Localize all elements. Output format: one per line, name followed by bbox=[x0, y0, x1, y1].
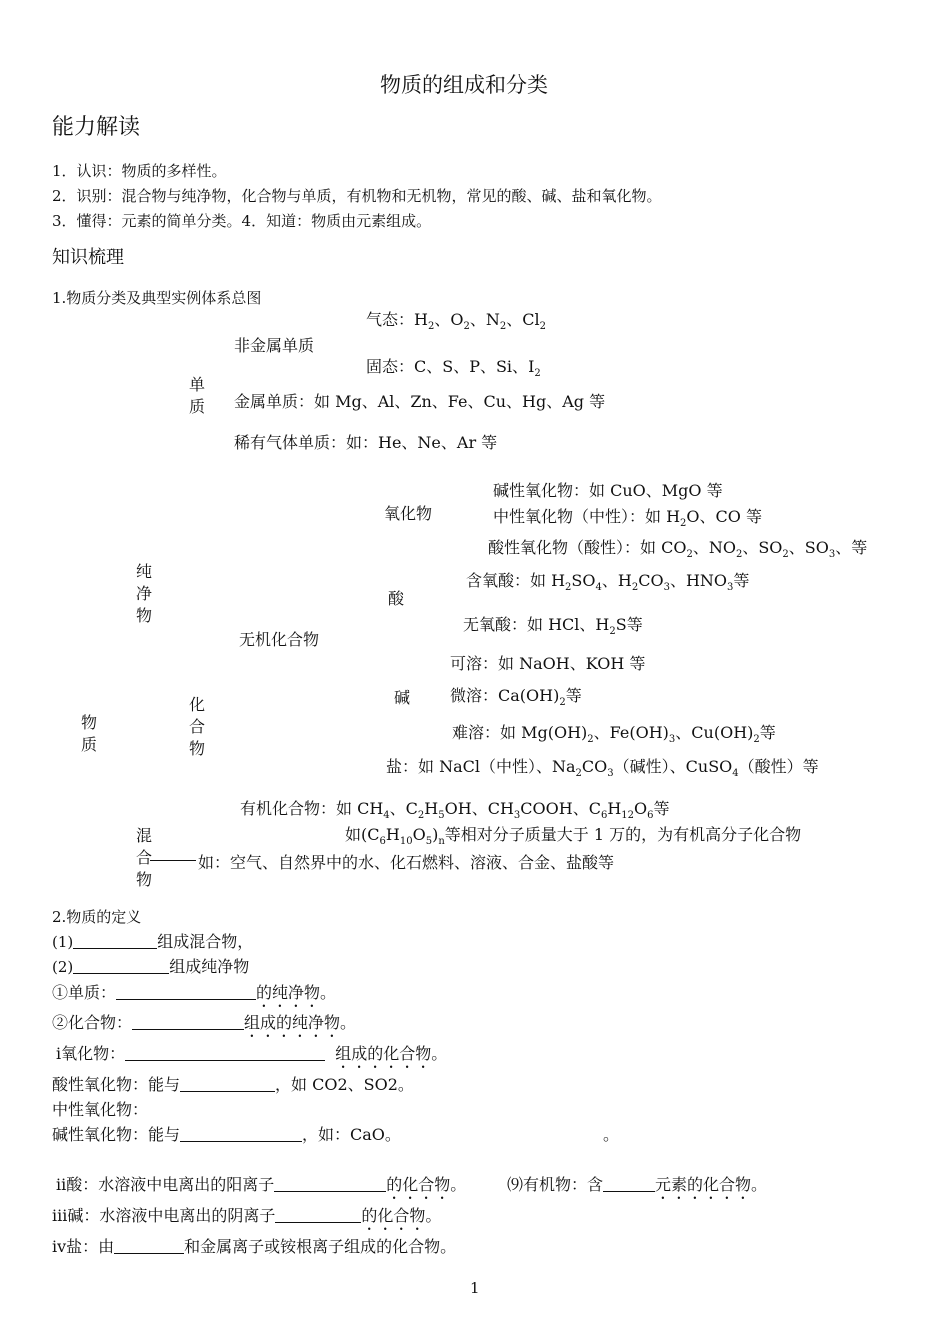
gas-line: 气态：$H_2$、$O_2$、$N_2$、$Cl_2$ bbox=[366, 310, 546, 332]
blank-oxide[interactable] bbox=[125, 1045, 325, 1061]
hunhewu-label: 混合物 bbox=[135, 826, 152, 889]
mixture-connector-line bbox=[150, 860, 196, 861]
def-huahewu: ②化合物： 组成的纯净物。 bbox=[52, 1013, 357, 1032]
def-line-2: (2) 组成纯净物 bbox=[52, 957, 250, 976]
huahewu-label: 化合物 bbox=[188, 695, 205, 758]
wuji-label: 无机化合物 bbox=[239, 630, 320, 649]
blank-1[interactable] bbox=[73, 933, 157, 949]
def-basic-oxide-end: 。 bbox=[603, 1125, 620, 1144]
nonmetal-label: 非金属单质 bbox=[234, 336, 315, 355]
soluble-line: 可溶：如 NaOH、KOH 等 bbox=[450, 654, 646, 673]
metal-line: 金属单质：如 Mg、Al、Zn、Fe、Cu、Hg、Ag 等 bbox=[234, 392, 606, 411]
organic-line: 有机化合物：如 $CH_4$、$C_2H_5OH$、$CH_3COOH$、$C_6H_{12}O_6$等 bbox=[240, 799, 670, 821]
definitions-title: 2.物质的定义 bbox=[52, 908, 142, 926]
salt-line: 盐：如 NaCl（中性）、$Na_2CO_3$（碱性）、CuSO$_4$（酸性）等 bbox=[386, 757, 819, 779]
ability-heading: 能力解读 bbox=[52, 115, 141, 140]
acidic-oxide-line: 酸性氧化物（酸性）：如 $CO_2$、$NO_2$、$SO_2$、$SO_3$、等 bbox=[488, 538, 868, 560]
knowledge-heading: 知识梳理 bbox=[52, 247, 124, 268]
def-acidic-oxide: 酸性氧化物：能与 ，如 CO2、SO2。 bbox=[52, 1075, 414, 1094]
anoxyacid-line: 无氧酸：如 HCl、$H_2S$等 bbox=[463, 615, 643, 637]
polymer-line: 如$(C_6H_{10}O_5)_n$等相对分子质量大于 1 万的，为有机高分子化合物 bbox=[345, 825, 802, 847]
ability-item-1: 1．认识：物质的多样性。 bbox=[52, 162, 227, 180]
def-basic-oxide: 碱性氧化物：能与 ，如：CaO。 bbox=[52, 1125, 401, 1144]
ability-item-3: 3．懂得：元素的简单分类。4．知道：物质由元素组成。 bbox=[52, 212, 432, 230]
slight-line: 微溶：$Ca(OH)_2$等 bbox=[450, 686, 582, 708]
def-salt: ⅳ盐：由 和金属离子或铵根离子组成的化合物。 bbox=[52, 1237, 457, 1256]
blank-base[interactable] bbox=[275, 1207, 361, 1223]
ability-item-2: 2．识别：混合物与纯净物，化合物与单质，有机物和无机物，常见的酸、碱、盐和氧化物。 bbox=[52, 187, 662, 205]
def-acid: ⅱ酸：水溶液中电离出的阳离子 的化合物。 bbox=[56, 1175, 467, 1194]
wuzhi-label: 物质 bbox=[80, 713, 97, 754]
danzhi-label: 单质 bbox=[188, 375, 205, 416]
base-label: 碱 bbox=[394, 688, 411, 707]
def-organic: ⑼有机物：含 元素的化合物。 bbox=[507, 1175, 768, 1194]
def-base: ⅲ碱：水溶液中电离出的阴离子 的化合物。 bbox=[52, 1206, 442, 1225]
blank-danzhi[interactable] bbox=[116, 984, 256, 1000]
oxyacid-line: 含氧酸：如 $H_2SO_4$、$H_2CO_3$、$HNO_3$等 bbox=[466, 571, 750, 593]
blank-organic[interactable] bbox=[603, 1176, 655, 1192]
basic-oxide-line: 碱性氧化物：如 CuO、MgO 等 bbox=[493, 481, 723, 500]
oxide-label: 氧化物 bbox=[384, 504, 433, 523]
noble-line: 稀有气体单质：如：He、Ne、Ar 等 bbox=[234, 433, 498, 452]
mixture-examples: 如：空气、自然界中的水、化石燃料、溶液、合金、盐酸等 bbox=[198, 853, 615, 872]
section1-title: 1.物质分类及典型实例体系总图 bbox=[52, 289, 262, 307]
acid-label: 酸 bbox=[388, 589, 405, 608]
def-neutral-oxide: 中性氧化物： bbox=[52, 1100, 149, 1119]
neutral-oxide-line: 中性氧化物（中性）：如 $H_2O$、CO 等 bbox=[493, 507, 762, 529]
blank-salt[interactable] bbox=[114, 1238, 184, 1254]
page-number: 1 bbox=[470, 1279, 480, 1297]
chunjingwu-label: 纯净物 bbox=[135, 562, 152, 625]
solid-line: 固态：C、S、P、Si、$I_2$ bbox=[366, 357, 541, 379]
blank-huahewu[interactable] bbox=[132, 1014, 244, 1030]
def-oxide: ⅰ氧化物： 组成的化合物。 bbox=[56, 1044, 448, 1063]
def-danzhi: ①单质： 的纯净物。 bbox=[52, 983, 337, 1002]
blank-basic-oxide[interactable] bbox=[180, 1126, 302, 1142]
insoluble-line: 难溶：如 $Mg(OH)_2$、$Fe(OH)_3$、$Cu(OH)_2$等 bbox=[452, 723, 776, 745]
blank-acidic-oxide[interactable] bbox=[180, 1076, 275, 1092]
blank-acid[interactable] bbox=[274, 1176, 386, 1192]
page-title: 物质的组成和分类 bbox=[380, 73, 548, 97]
def-line-1: (1) 组成混合物， bbox=[52, 932, 254, 951]
blank-2[interactable] bbox=[73, 958, 169, 974]
